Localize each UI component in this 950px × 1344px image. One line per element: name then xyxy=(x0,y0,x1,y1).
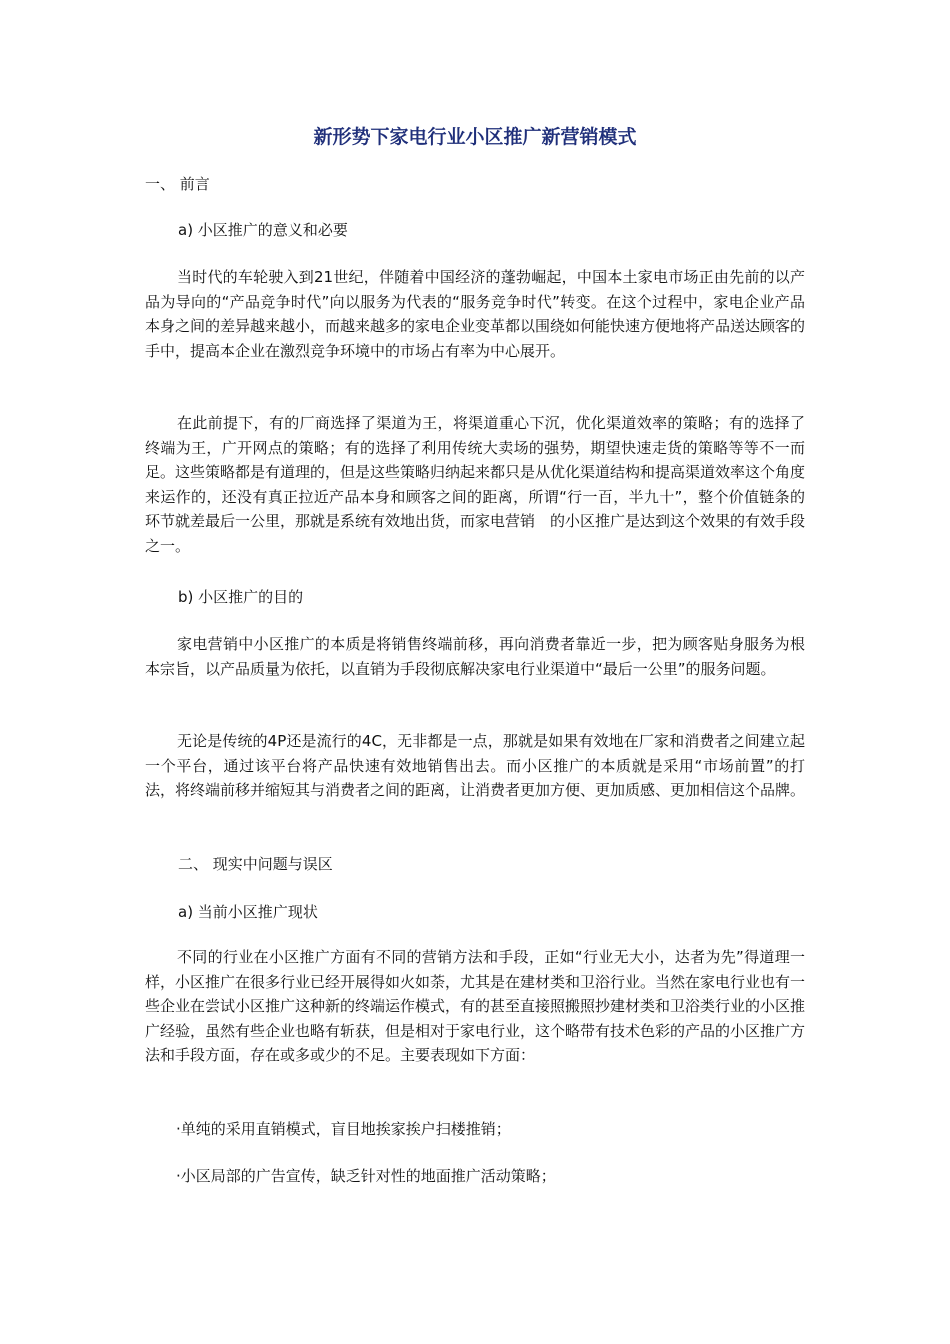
subheading-significance: a) 小区推广的意义和必要 xyxy=(178,221,348,239)
paragraph-4: 无论是传统的4P还是流行的4C，无非都是一点，那就是如果有效地在厂家和消费者之间建立起一个平台，通过该平台将产品快速有效地销售出去。而小区推广的本质就是采用“市场前置”的打法，将终端前移并缩短其与消费者之间的距离，让消费者更加方便、更加质感、更加相信这个品牌。 xyxy=(145,732,806,799)
subheading-purpose: b) 小区推广的目的 xyxy=(178,588,304,606)
section-heading-problems: 二、 现实中问题与误区 xyxy=(178,855,333,873)
bullet-item-1: ·单纯的采用直销模式，盲目地挨家挨户扫楼推销； xyxy=(176,1120,511,1138)
paragraph-1: 当时代的车轮驶入到21世纪，伴随着中国经济的蓬勃崛起，中国本土家电市场正由先前的以产品为导向的“产品竞争时代”向以服务为代表的“服务竞争时代”转变。在这个过程中，家电企业产品本身之间的差异越来越小，而越来越多的家电企业变革都以围绕如何能快速方便地将产品送达顾客的手中，提高本企业在激烈竞争环境中的市场占有率为中心展开。 xyxy=(145,268,806,360)
subheading-current-status: a) 当前小区推广现状 xyxy=(178,903,318,921)
document-title: 新形势下家电行业小区推广新营销模式 xyxy=(313,126,637,148)
paragraph-3: 家电营销中小区推广的本质是将销售终端前移，再向消费者靠近一步，把为顾客贴身服务为根本宗旨，以产品质量为依托，以直销为手段彻底解决家电行业渠道中“最后一公里”的服务问题。 xyxy=(145,635,805,678)
paragraph-5: 不同的行业在小区推广方面有不同的营销方法和手段，正如“行业无大小，达者为先”得道理一样，小区推广在很多行业已经开展得如火如荼，尤其是在建材类和卫浴行业。当然在家电行业也有一些企业在尝试小区推广这种新的终端运作模式，有的甚至直接照搬照抄建材类和卫浴类行业的小区推广经验，虽然有些企业也略有斩获，但是相对于家电行业，这个略带有技术色彩的产品的小区推广方法和手段方面，存在或多或少的不足。主要表现如下方面： xyxy=(145,948,806,1064)
section-heading-foreword: 一、 前言 xyxy=(145,175,210,193)
paragraph-2: 在此前提下，有的厂商选择了渠道为王，将渠道重心下沉，优化渠道效率的策略；有的选择了终端为王，广开网点的策略；有的选择了利用传统大卖场的强势，期望快速走货的策略等等不一而足。这些策略都是有道理的，但是这些策略归纳起来都只是从优化渠道结构和提高渠道效率这个角度来运作的，还没有真正拉近产品本身和顾客之间的距离，所谓“行一百，半九十”，整个价值链条的环节就差最后一公里，那就是系统有效地出货，而家电营销 的小区推广是达到这个效果的有效手段之一。 xyxy=(145,414,806,555)
bullet-item-2: ·小区局部的广告宣传，缺乏针对性的地面推广活动策略； xyxy=(176,1167,556,1185)
